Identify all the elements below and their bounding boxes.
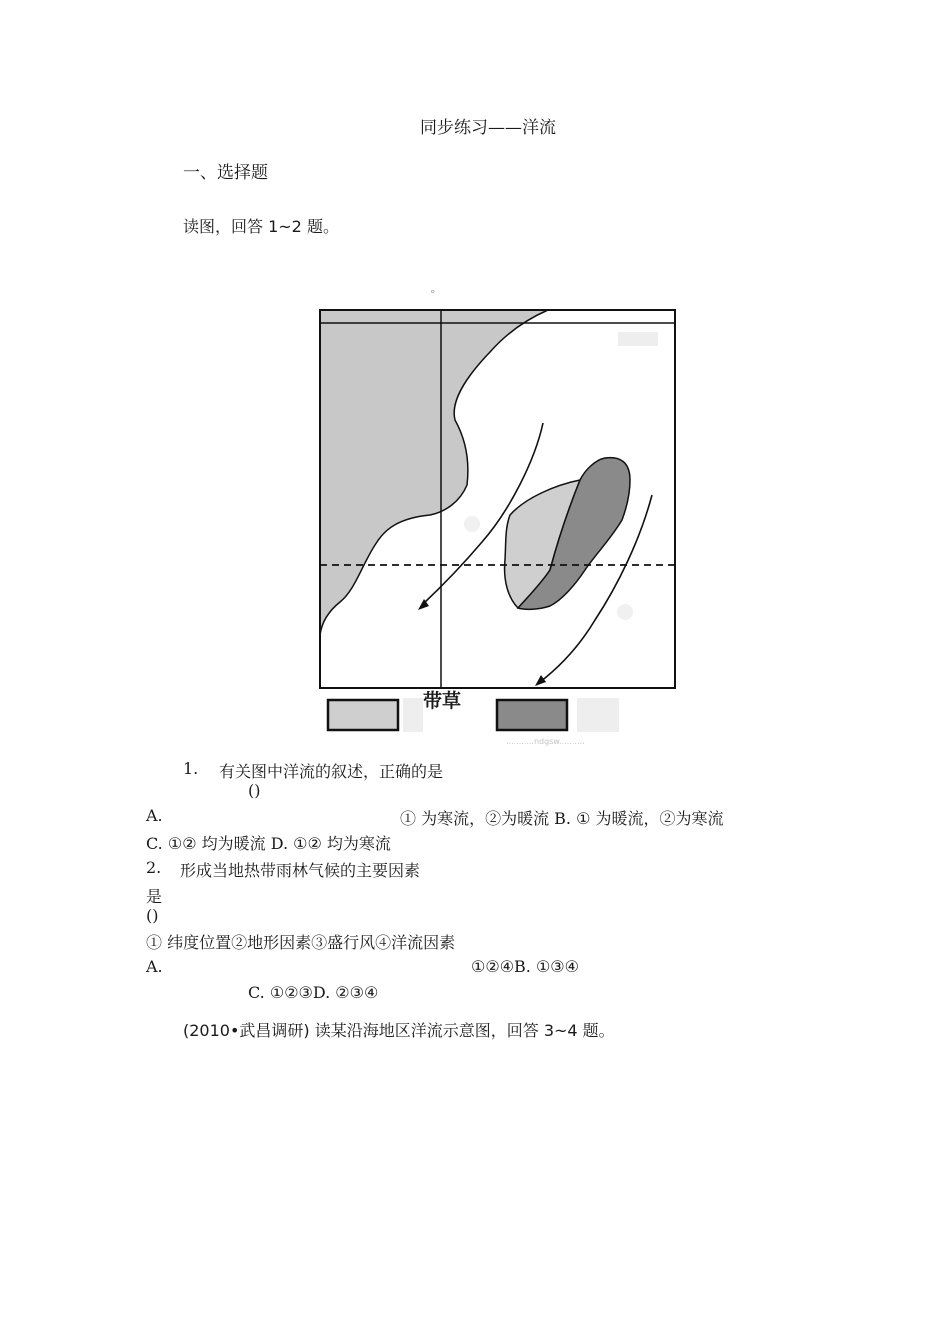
legend-label-faded-left	[403, 698, 423, 732]
question-2-options-cd: C. ①②③D. ②③④	[248, 983, 379, 1002]
faded-caption: ...........ndgsw..........	[506, 737, 585, 746]
ocean-current-map	[300, 280, 700, 750]
faded-label-top-right	[618, 332, 658, 346]
question-1-answer-blank: ()	[248, 781, 261, 800]
legend-label-tropical: 带草	[423, 690, 462, 712]
question-1-text: 有关图中洋流的叙述，正确的是	[219, 762, 444, 781]
question-2-number: 2.	[146, 858, 162, 877]
question-2-options-ab: ①②④B. ①③④	[471, 957, 579, 976]
current-1-label-faded	[464, 516, 480, 532]
question-1-options-ab: ① 为寒流，②为暖流 B. ① 为暖流，②为寒流	[400, 809, 724, 828]
question-intro-1-2: 读图，回答 1~2 题。	[183, 217, 339, 236]
question-2-answer-blank: ()	[146, 906, 159, 925]
current-2-label-faded	[617, 604, 633, 620]
question-2-option-a-label: A.	[146, 957, 163, 976]
question-1-options-cd: C. ①② 均为暖流 D. ①② 均为寒流	[146, 834, 391, 853]
legend-label-faded-right	[577, 698, 619, 732]
current-2-arrowhead	[535, 675, 546, 686]
section-heading: 一、选择题	[183, 163, 268, 183]
question-2-factors: ① 纬度位置②地形因素③盛行风④洋流因素	[146, 933, 456, 952]
question-2-text: 形成当地热带雨林气候的主要因素	[180, 861, 421, 880]
question-1-option-a-label: A.	[146, 806, 163, 825]
faded-degree-label: °	[430, 288, 436, 301]
legend-box-light	[328, 700, 398, 730]
question-2-text-continued: 是	[146, 887, 163, 906]
question-1-number: 1.	[183, 759, 199, 778]
question-intro-3-4: (2010•武昌调研) 读某沿海地区洋流示意图，回答 3~4 题。	[183, 1021, 615, 1040]
page-title: 同步练习——洋流	[420, 118, 556, 138]
legend-box-dark	[497, 700, 567, 730]
